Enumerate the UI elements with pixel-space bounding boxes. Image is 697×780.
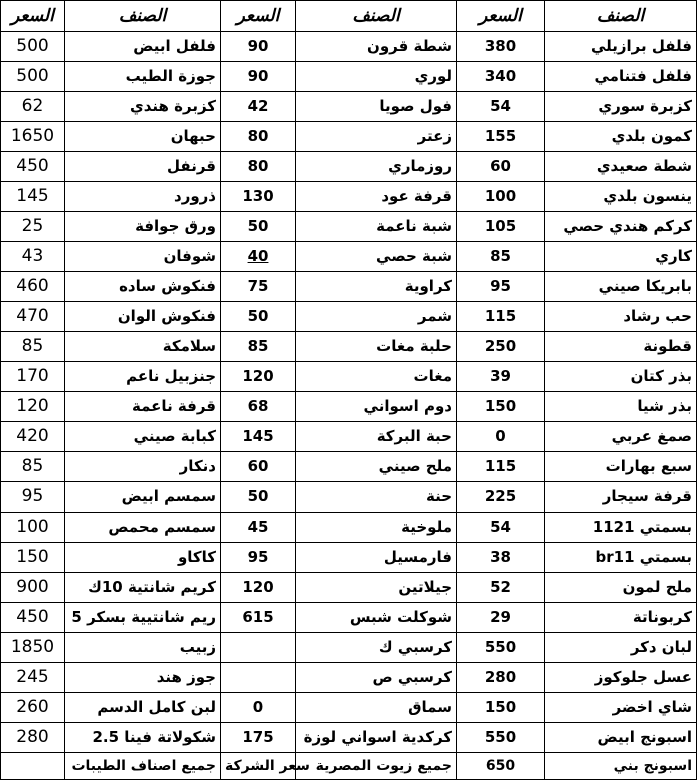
table-row — [1, 512, 697, 542]
item-name-cell: كاري — [545, 242, 697, 272]
price-cell: سعر الشركة — [221, 752, 296, 779]
item-name-cell: لوري — [296, 62, 457, 92]
item-name-cell: شاي اخضر — [545, 692, 697, 722]
item-name-cell: دوم اسواني — [296, 392, 457, 422]
price-cell: 38 — [457, 542, 545, 572]
table-row — [1, 752, 697, 779]
price-cell: 54 — [457, 512, 545, 542]
item-name-cell: كبابة صيني — [65, 422, 221, 452]
item-name-cell: فنكوش ساده — [65, 272, 221, 302]
price-cell: 75 — [221, 272, 296, 302]
item-name-cell: جيلاتين — [296, 572, 457, 602]
price-cell: 420 — [1, 422, 65, 452]
price-cell: 42 — [221, 92, 296, 122]
item-name-cell: ملح لمون — [545, 572, 697, 602]
item-name-cell: زعتر — [296, 122, 457, 152]
price-cell: 150 — [1, 542, 65, 572]
price-cell: 25 — [1, 212, 65, 242]
header-price-col2: السعر — [221, 1, 296, 32]
price-cell: 120 — [221, 362, 296, 392]
item-name-cell: اسبونج ابيض — [545, 722, 697, 752]
header-price-col1: السعر — [457, 1, 545, 32]
price-cell: 550 — [457, 632, 545, 662]
item-name-cell: ورق جوافة — [65, 212, 221, 242]
item-name-cell: بابريكا صيني — [545, 272, 697, 302]
item-name-cell: مغات — [296, 362, 457, 392]
table-row — [1, 632, 697, 662]
price-cell: 260 — [1, 692, 65, 722]
price-cell: 280 — [1, 722, 65, 752]
price-cell: 1650 — [1, 122, 65, 152]
item-name-cell: حبة البركة — [296, 422, 457, 452]
price-cell: 245 — [1, 662, 65, 692]
item-name-cell: شبة حصي — [296, 242, 457, 272]
table-row — [1, 482, 697, 512]
price-cell: 470 — [1, 302, 65, 332]
item-name-cell: حب رشاد — [545, 302, 697, 332]
table-row — [1, 392, 697, 422]
item-name-cell: فول صويا — [296, 92, 457, 122]
table-row — [1, 212, 697, 242]
price-cell: 85 — [457, 242, 545, 272]
item-name-cell: بذر كتان — [545, 362, 697, 392]
table-row — [1, 362, 697, 392]
price-cell: 80 — [221, 122, 296, 152]
price-cell: 460 — [1, 272, 65, 302]
price-cell: 175 — [221, 722, 296, 752]
item-name-cell: شوفان — [65, 242, 221, 272]
item-name-cell: كربوناتة — [545, 602, 697, 632]
header-row — [1, 1, 697, 32]
price-cell: 52 — [457, 572, 545, 602]
header-price-col3: السعر — [1, 1, 65, 32]
header-item-col3: الصنف — [65, 1, 221, 32]
item-name-cell: شبة ناعمة — [296, 212, 457, 242]
table-row — [1, 182, 697, 212]
price-cell: 340 — [457, 62, 545, 92]
item-name-cell: حبهان — [65, 122, 221, 152]
table-row — [1, 332, 697, 362]
item-name-cell: قرنفل — [65, 152, 221, 182]
price-cell: 250 — [457, 332, 545, 362]
table-row — [1, 602, 697, 632]
price-cell: 50 — [221, 212, 296, 242]
item-name-cell: بسمتي 1121 — [545, 512, 697, 542]
item-name-cell: قطونة — [545, 332, 697, 362]
item-name-cell: عسل جلوكوز — [545, 662, 697, 692]
price-cell: 450 — [1, 602, 65, 632]
price-cell: 95 — [1, 482, 65, 512]
item-name-cell: كراوية — [296, 272, 457, 302]
price-cell: 85 — [1, 452, 65, 482]
item-name-cell: ينسون بلدي — [545, 182, 697, 212]
item-name-cell: فنكوش الوان — [65, 302, 221, 332]
item-name-cell: سلامكة — [65, 332, 221, 362]
price-cell: 150 — [457, 692, 545, 722]
item-name-cell: شمر — [296, 302, 457, 332]
table-row — [1, 302, 697, 332]
price-cell: 1850 — [1, 632, 65, 662]
item-name-cell: سماق — [296, 692, 457, 722]
price-cell: 0 — [221, 692, 296, 722]
price-cell: 500 — [1, 32, 65, 62]
table-row — [1, 272, 697, 302]
item-name-cell: قرفة عود — [296, 182, 457, 212]
item-name-cell: جوز هند — [65, 662, 221, 692]
price-cell: 120 — [1, 392, 65, 422]
price-cell: 450 — [1, 152, 65, 182]
price-cell: 95 — [457, 272, 545, 302]
price-cell: 100 — [457, 182, 545, 212]
price-cell: 225 — [457, 482, 545, 512]
price-cell: 45 — [221, 512, 296, 542]
item-name-cell: فلفل فتنامي — [545, 62, 697, 92]
item-name-cell: كاكاو — [65, 542, 221, 572]
price-cell: 900 — [1, 572, 65, 602]
price-cell: 145 — [1, 182, 65, 212]
item-name-cell: ذرورد — [65, 182, 221, 212]
price-cell: 120 — [221, 572, 296, 602]
price-cell: 68 — [221, 392, 296, 422]
item-name-cell: ريم شانتيية بسكر 5 — [65, 602, 221, 632]
item-name-cell: ملوخية — [296, 512, 457, 542]
price-cell: 550 — [457, 722, 545, 752]
item-name-cell: اسبونج بني — [545, 752, 697, 779]
price-cell: 650 — [457, 752, 545, 779]
table-row — [1, 722, 697, 752]
item-name-cell: كركدية اسواني لوزة — [296, 722, 457, 752]
price-cell: 100 — [1, 512, 65, 542]
item-name-cell: كركم هندي حصي — [545, 212, 697, 242]
price-cell: 43 — [1, 242, 65, 272]
price-cell: 39 — [457, 362, 545, 392]
item-name-cell: شوكلت شبس — [296, 602, 457, 632]
price-cell: 90 — [221, 32, 296, 62]
price-cell: 130 — [221, 182, 296, 212]
item-name-cell: فارمسيل — [296, 542, 457, 572]
item-name-cell: حنة — [296, 482, 457, 512]
item-name-cell: جوزة الطيب — [65, 62, 221, 92]
item-name-cell: بذر شيا — [545, 392, 697, 422]
price-cell: 60 — [457, 152, 545, 182]
item-name-cell: كرسبي ك — [296, 632, 457, 662]
item-name-cell: صمغ عربي — [545, 422, 697, 452]
item-name-cell: زبيب — [65, 632, 221, 662]
price-cell — [221, 632, 296, 662]
item-name-cell: بسمتي br11 — [545, 542, 697, 572]
item-name-cell: كمون بلدي — [545, 122, 697, 152]
item-name-cell: روزماري — [296, 152, 457, 182]
table-row — [1, 122, 697, 152]
item-name-cell: سبع بهارات — [545, 452, 697, 482]
table-row — [1, 92, 697, 122]
table-row — [1, 152, 697, 182]
item-name-cell: سمسم محمص — [65, 512, 221, 542]
item-name-cell: كزبرة سوري — [545, 92, 697, 122]
item-name-cell: جميع زيوت المصرية — [296, 752, 457, 779]
header-item-col2: الصنف — [296, 1, 457, 32]
item-name-cell: حلبة مغات — [296, 332, 457, 362]
price-cell: 155 — [457, 122, 545, 152]
price-cell — [1, 752, 65, 779]
item-name-cell: كزبرة هندي — [65, 92, 221, 122]
price-cell: 150 — [457, 392, 545, 422]
table-row — [1, 542, 697, 572]
price-cell: 500 — [1, 62, 65, 92]
price-cell: 115 — [457, 452, 545, 482]
item-name-cell: لبان دكر — [545, 632, 697, 662]
price-cell: 85 — [1, 332, 65, 362]
header-item-col1: الصنف — [545, 1, 697, 32]
price-cell: 105 — [457, 212, 545, 242]
price-cell: 40 — [221, 242, 296, 272]
item-name-cell: فلفل برازيلي — [545, 32, 697, 62]
price-cell: 60 — [221, 452, 296, 482]
item-name-cell: جنزبيل ناعم — [65, 362, 221, 392]
price-cell: 615 — [221, 602, 296, 632]
price-cell: 380 — [457, 32, 545, 62]
item-name-cell: شطة قرون — [296, 32, 457, 62]
item-name-cell: سمسم ابيض — [65, 482, 221, 512]
price-cell — [221, 662, 296, 692]
table-row — [1, 692, 697, 722]
table-row — [1, 572, 697, 602]
price-cell: 62 — [1, 92, 65, 122]
table-row — [1, 452, 697, 482]
price-cell: 85 — [221, 332, 296, 362]
price-cell: 54 — [457, 92, 545, 122]
table-row — [1, 662, 697, 692]
price-cell: 50 — [221, 302, 296, 332]
table-row — [1, 62, 697, 92]
price-cell: 90 — [221, 62, 296, 92]
table-row — [1, 422, 697, 452]
table-row — [1, 32, 697, 62]
item-name-cell: فلفل ابيض — [65, 32, 221, 62]
price-cell: 280 — [457, 662, 545, 692]
price-cell: 115 — [457, 302, 545, 332]
item-name-cell: كرسبي ص — [296, 662, 457, 692]
price-cell: 170 — [1, 362, 65, 392]
item-name-cell: قرفة ناعمة — [65, 392, 221, 422]
price-cell: 29 — [457, 602, 545, 632]
price-cell: 80 — [221, 152, 296, 182]
item-name-cell: جميع اصناف الطيبات — [65, 752, 221, 779]
price-cell: 145 — [221, 422, 296, 452]
price-cell: 95 — [221, 542, 296, 572]
item-name-cell: شطة صعيدي — [545, 152, 697, 182]
item-name-cell: شكولاتة فينا 2.5 — [65, 722, 221, 752]
table-row — [1, 242, 697, 272]
item-name-cell: ملح صيني — [296, 452, 457, 482]
item-name-cell: لبن كامل الدسم — [65, 692, 221, 722]
price-cell: 50 — [221, 482, 296, 512]
price-cell: 0 — [457, 422, 545, 452]
item-name-cell: قرفة سيجار — [545, 482, 697, 512]
item-name-cell: دنكار — [65, 452, 221, 482]
item-name-cell: كريم شانتية 10ك — [65, 572, 221, 602]
